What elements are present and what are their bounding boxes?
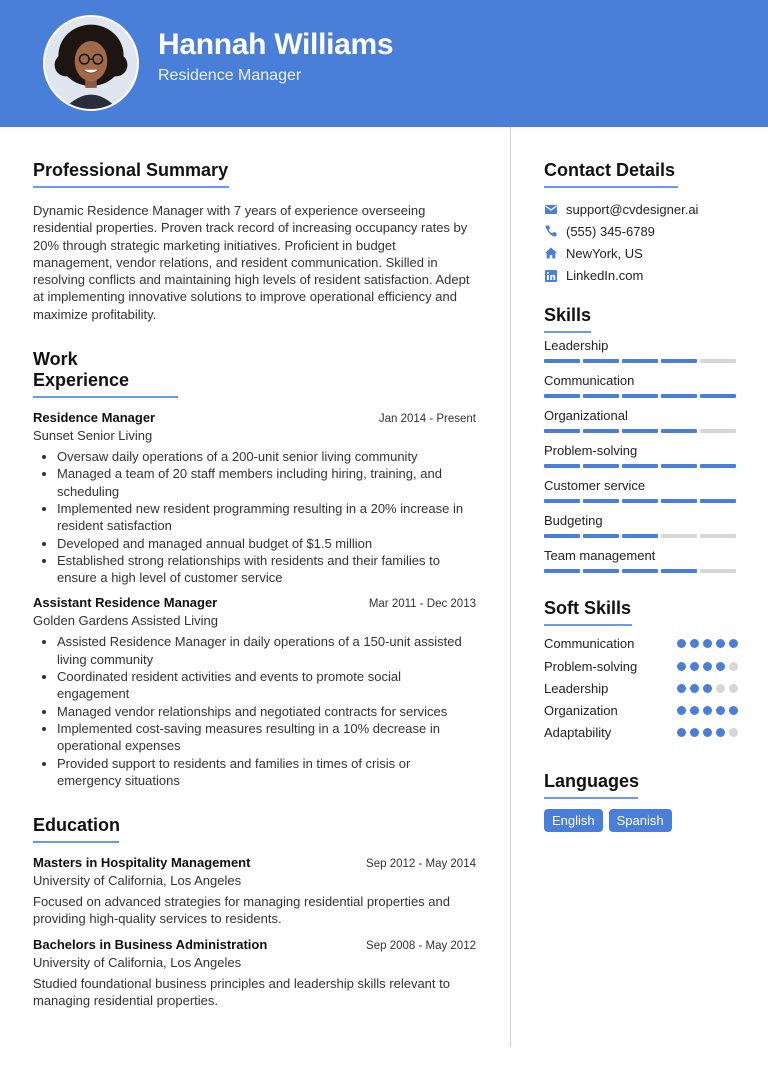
skill-segment-filled [661, 499, 697, 503]
rating-dot-filled [716, 706, 725, 715]
education-entry [33, 855, 476, 928]
skill-segment-filled [622, 359, 658, 363]
skill-item [544, 478, 738, 503]
skill-segment-filled [583, 429, 619, 433]
skill-segment-filled [544, 429, 580, 433]
school-name: University of California, Los Angeles [33, 954, 242, 970]
envelope-icon [544, 202, 558, 216]
skills-section [544, 305, 738, 573]
languages-title: Languages [544, 771, 638, 799]
languages-section [544, 771, 738, 832]
education-title: Education [33, 815, 119, 843]
skill-level-bar [544, 429, 738, 433]
summary-title: Professional Summary [33, 160, 229, 188]
rating-dot-filled [703, 684, 712, 693]
summary-text: Dynamic Residence Manager with 7 years of experience overseeing residential properties. Proven track record of increasing occupancy rates by 20% through strategic marketing initiatives. Proficient in budget management, vendor relations, and resident communication. Skilled in resolving conflicts and maintaining high levels of resident satisfaction. Adept at implementing innovative solutions to improve operational efficiency and maximize profitability. [33, 203, 470, 322]
rating-dot-filled [716, 662, 725, 671]
skill-name: Team management [544, 547, 656, 563]
rating-dot-filled [703, 639, 712, 648]
skill-name: Leadership [544, 337, 609, 353]
soft-skill-name: Problem-solving [544, 658, 638, 674]
contact-title: Contact Details [544, 160, 678, 188]
rating-dot-filled [729, 706, 738, 715]
contact-location [544, 242, 738, 264]
soft-skill-rating [677, 706, 738, 715]
skill-segment-filled [622, 429, 658, 433]
email-text: support@cvdesigner.ai [566, 201, 699, 217]
education-entry [33, 937, 476, 1010]
skill-segment-empty [700, 534, 736, 538]
skills-title: Skills [544, 305, 591, 333]
rating-dot-filled [690, 728, 699, 737]
rating-dot-empty [729, 728, 738, 737]
bullet-item: • Implemented new resident programming resulting in a 20% increase in resident satisfaction [57, 500, 476, 535]
contact-linkedin[interactable] [544, 265, 738, 287]
rating-dot-filled [677, 728, 686, 737]
language-badge: Spanish [609, 809, 672, 832]
skill-segment-filled [583, 394, 619, 398]
rating-dot-filled [703, 728, 712, 737]
job-entry [33, 595, 476, 789]
job-organization: Sunset Senior Living [33, 428, 153, 444]
skills-list [544, 338, 738, 573]
rating-dot-filled [703, 662, 712, 671]
skill-segment-filled [661, 429, 697, 433]
skill-segment-filled [700, 394, 736, 398]
sidebar-column [544, 160, 738, 832]
skill-level-bar [544, 499, 738, 503]
skill-segment-empty [661, 534, 697, 538]
skill-level-bar [544, 569, 738, 573]
bullet-item: • Provided support to residents and families in times of crisis or emergency situations [57, 755, 476, 790]
skill-segment-empty [700, 359, 736, 363]
job-title: Assistant Residence Manager [33, 595, 218, 611]
location-text: NewYork, US [566, 245, 643, 261]
header-banner [0, 0, 768, 127]
rating-dot-filled [690, 706, 699, 715]
contact-email[interactable] [544, 198, 738, 220]
skill-item [544, 373, 738, 398]
rating-dot-empty [716, 684, 725, 693]
experience-title: Work Experience [33, 349, 178, 398]
skill-segment-filled [661, 359, 697, 363]
skill-segment-filled [700, 464, 736, 468]
skill-segment-filled [544, 359, 580, 363]
soft-skills-section [544, 598, 738, 744]
rating-dot-filled [716, 728, 725, 737]
job-date: Jan 2014 - Present [378, 413, 476, 426]
skill-segment-filled [583, 359, 619, 363]
skill-item [544, 513, 738, 538]
avatar [43, 15, 139, 111]
skill-name: Budgeting [544, 512, 603, 528]
rating-dot-empty [729, 684, 738, 693]
degree-title: Bachelors in Business Administration [33, 936, 268, 952]
skill-segment-filled [700, 499, 736, 503]
job-bullets [57, 448, 476, 586]
skill-segment-filled [622, 534, 658, 538]
bullet-item: • Coordinated resident activities and events to promote social engagement [57, 668, 476, 703]
skill-segment-filled [583, 534, 619, 538]
rating-dot-filled [703, 706, 712, 715]
bullet-item: • Managed vendor relationships and negotiated contracts for services [57, 703, 476, 720]
education-section [33, 815, 476, 1009]
job-bullets [57, 633, 476, 789]
rating-dot-filled [716, 639, 725, 648]
linkedin-icon [544, 269, 558, 283]
bullet-item: • Established strong relationships with residents and their families to ensure a high level of customer service [57, 552, 476, 587]
rating-dot-filled [729, 639, 738, 648]
skill-segment-filled [583, 569, 619, 573]
column-divider [510, 127, 511, 1047]
phone-icon [544, 224, 558, 238]
rating-dot-filled [677, 706, 686, 715]
candidate-role: Residence Manager [158, 67, 302, 84]
skill-name: Organizational [544, 407, 628, 423]
skill-segment-filled [544, 499, 580, 503]
education-date: Sep 2008 - May 2012 [366, 939, 476, 952]
education-date: Sep 2012 - May 2014 [366, 858, 476, 871]
rating-dot-filled [690, 639, 699, 648]
profile-photo-icon [45, 17, 137, 109]
rating-dot-filled [677, 639, 686, 648]
rating-dot-filled [677, 662, 686, 671]
skill-segment-filled [544, 394, 580, 398]
soft-skill-rating [677, 639, 738, 648]
skill-level-bar [544, 394, 738, 398]
skill-segment-filled [583, 499, 619, 503]
skill-segment-filled [544, 534, 580, 538]
bullet-item: • Managed a team of 20 staff members including hiring, training, and scheduling [57, 465, 476, 500]
education-description: Focused on advanced strategies for managing residential properties and providing high-quality services to residents. [33, 894, 450, 927]
skill-segment-filled [622, 499, 658, 503]
skill-segment-filled [622, 569, 658, 573]
soft-skill-name: Adaptability [544, 725, 612, 741]
skill-level-bar [544, 464, 738, 468]
languages-list [544, 809, 738, 832]
rating-dot-empty [729, 662, 738, 671]
contact-section [544, 160, 738, 287]
rating-dot-filled [677, 684, 686, 693]
soft-skill-name: Leadership [544, 680, 609, 696]
skill-name: Customer service [544, 477, 646, 493]
bullet-item: • Implemented cost-saving measures resulting in a 10% decrease in operational expenses [57, 720, 476, 755]
skill-segment-filled [622, 394, 658, 398]
summary-section [33, 160, 476, 323]
job-date: Mar 2011 - Dec 2013 [368, 598, 476, 611]
main-column [33, 160, 476, 1009]
rating-dot-filled [690, 662, 699, 671]
candidate-name: Hannah Williams [158, 28, 394, 61]
skill-level-bar [544, 359, 738, 363]
contact-phone[interactable] [544, 220, 738, 242]
job-organization: Golden Gardens Assisted Living [33, 613, 218, 629]
soft-skill-item [544, 633, 738, 655]
soft-skill-rating [677, 662, 738, 671]
rating-dot-filled [690, 684, 699, 693]
soft-skill-item [544, 677, 738, 699]
skill-item [544, 548, 738, 573]
job-title: Residence Manager [33, 410, 156, 426]
phone-text: (555) 345-6789 [566, 223, 655, 239]
skill-segment-filled [661, 464, 697, 468]
soft-skills-list [544, 633, 738, 744]
home-icon [544, 246, 558, 260]
skill-segment-filled [622, 464, 658, 468]
skill-segment-empty [700, 569, 736, 573]
skill-name: Problem-solving [544, 442, 638, 458]
skill-level-bar [544, 534, 738, 538]
bullet-item: • Oversaw daily operations of a 200-unit senior living community [57, 448, 476, 465]
soft-skill-name: Communication [544, 636, 635, 652]
soft-skill-item [544, 655, 738, 677]
experience-section [33, 349, 476, 789]
skill-name: Communication [544, 372, 635, 388]
skill-segment-filled [661, 394, 697, 398]
soft-skill-item [544, 722, 738, 744]
skill-segment-empty [700, 429, 736, 433]
school-name: University of California, Los Angeles [33, 873, 242, 889]
skill-segment-filled [661, 569, 697, 573]
skill-segment-filled [544, 464, 580, 468]
skill-item [544, 338, 738, 363]
bullet-item: • Assisted Residence Manager in daily operations of a 150-unit assisted living community [57, 633, 476, 668]
skill-item [544, 408, 738, 433]
skill-segment-filled [583, 464, 619, 468]
soft-skill-name: Organization [544, 702, 618, 718]
soft-skill-rating [677, 684, 738, 693]
job-entry [33, 410, 476, 586]
education-description: Studied foundational business principles and leadership skills relevant to managing residential properties. [33, 975, 450, 1009]
skill-segment-filled [544, 569, 580, 573]
language-badge: English [544, 809, 603, 832]
soft-skills-title: Soft Skills [544, 598, 632, 626]
soft-skill-item [544, 699, 738, 721]
linkedin-text: LinkedIn.com [566, 268, 644, 284]
degree-title: Masters in Hospitality Management [33, 855, 251, 871]
soft-skill-rating [677, 728, 738, 737]
skill-item [544, 443, 738, 468]
bullet-item: • Developed and managed annual budget of $1.5 million [57, 535, 476, 552]
